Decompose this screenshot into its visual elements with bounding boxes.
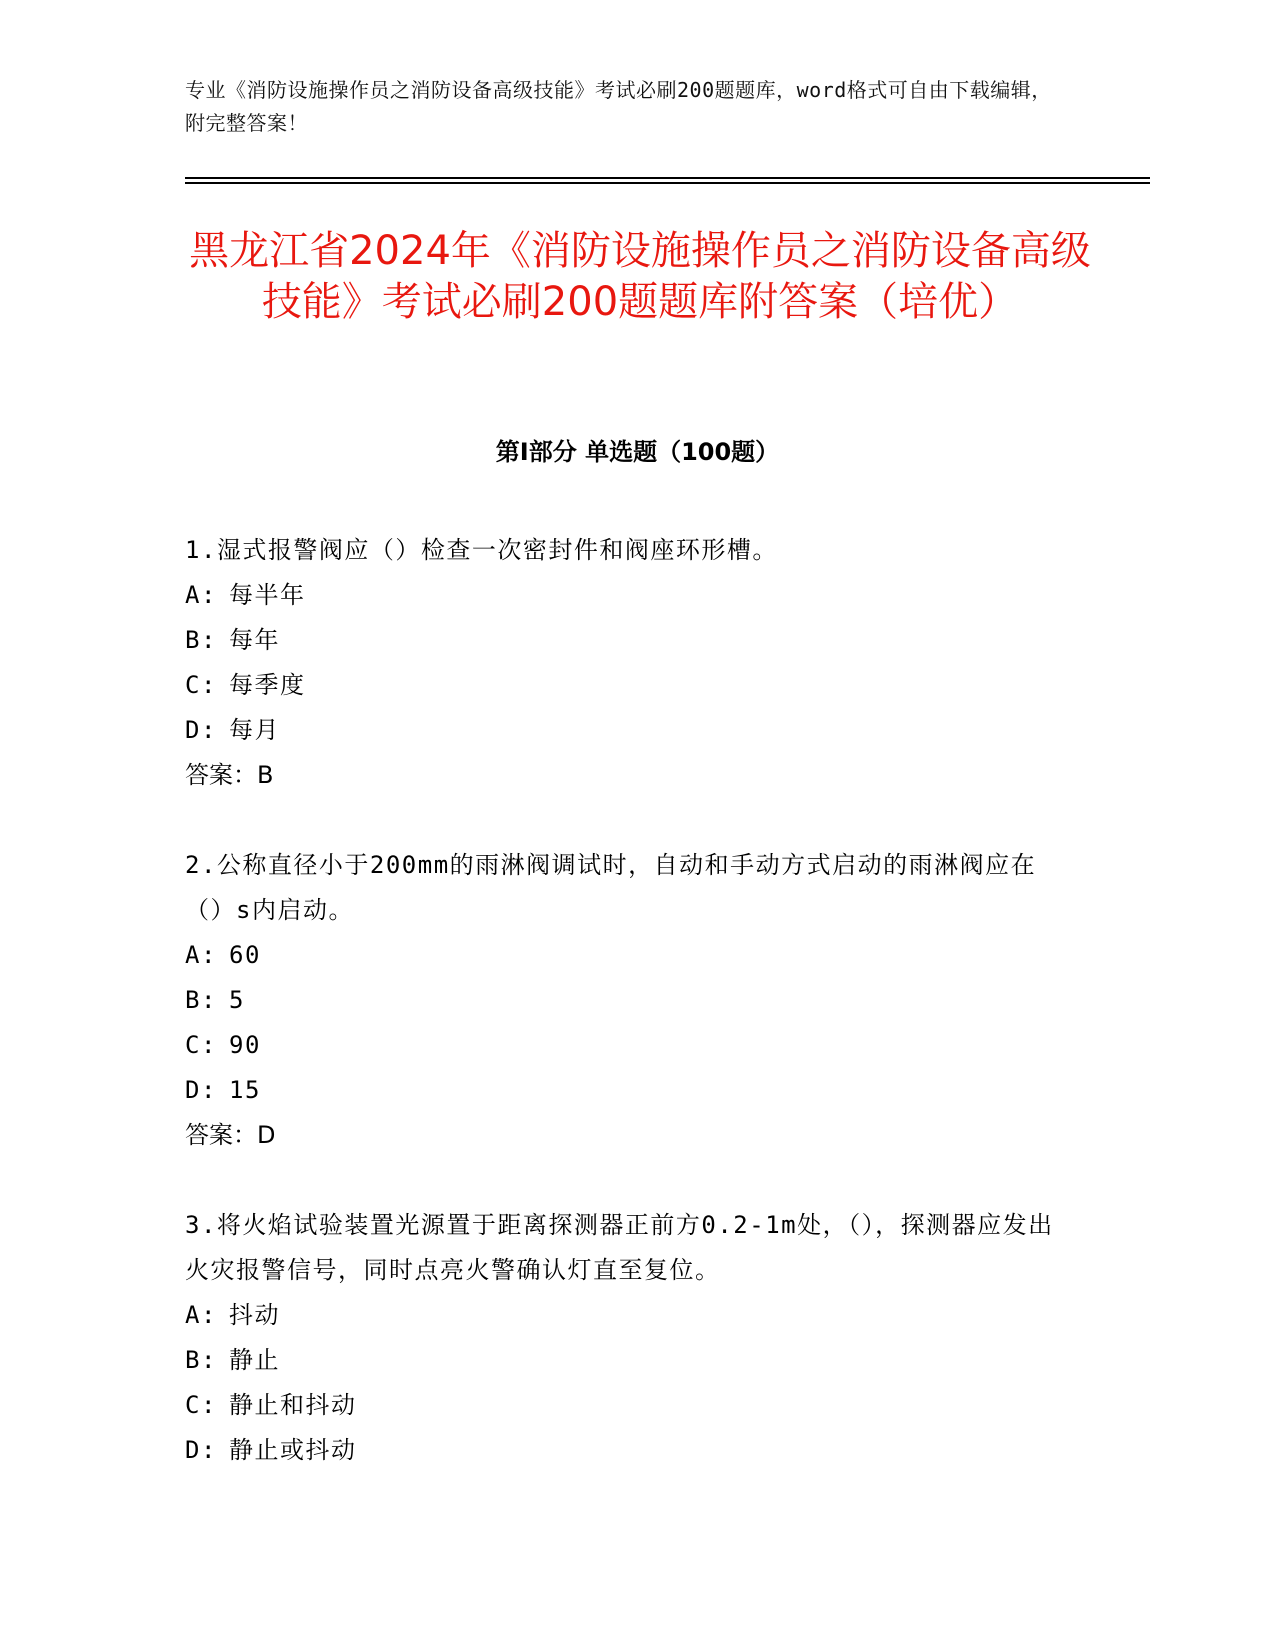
question-spacer [185, 1158, 1065, 1203]
option-c [185, 663, 1065, 708]
header-rule-bottom [185, 182, 1150, 184]
option-text: 60 [229, 941, 261, 969]
document-title: 黑龙江省2024年《消防设施操作员之消防设备高级技能》考试必刷200题题库附答案（培优） [189, 228, 1091, 325]
header-rule-top [185, 177, 1150, 179]
option-a [185, 573, 1065, 618]
option-key: D: [185, 716, 217, 744]
option-d [185, 1428, 1065, 1473]
option-key: B: [185, 986, 217, 1014]
option-text: 每季度 [229, 671, 306, 699]
option-a [185, 1293, 1065, 1338]
option-b [185, 618, 1065, 663]
question-2 [185, 843, 1065, 1158]
option-text: 每半年 [229, 581, 306, 609]
option-key: D: [185, 1076, 217, 1104]
question-3 [185, 1203, 1065, 1473]
answer-line: 答案：B [185, 761, 274, 789]
option-key: C: [185, 671, 217, 699]
option-text: 每年 [229, 626, 280, 654]
option-key: C: [185, 1031, 217, 1059]
option-b [185, 978, 1065, 1023]
option-b [185, 1338, 1065, 1383]
answer-line: 答案：D [185, 1121, 276, 1149]
option-c [185, 1023, 1065, 1068]
option-text: 抖动 [229, 1301, 280, 1329]
option-key: A: [185, 941, 217, 969]
option-key: A: [185, 1301, 217, 1329]
question-stem: 3.将火焰试验装置光源置于距离探测器正前方0.2-1m处，（），探测器应发出火灾报警信号，同时点亮火警确认灯直至复位。 [185, 1211, 1054, 1284]
option-key: A: [185, 581, 217, 609]
option-text: 5 [229, 986, 245, 1014]
option-text: 15 [229, 1076, 261, 1104]
question-list [185, 528, 1065, 1473]
section-title: 第I部分 单选题（100题） [495, 438, 780, 466]
option-key: B: [185, 1346, 217, 1374]
option-text: 每月 [229, 716, 280, 744]
option-text: 静止或抖动 [229, 1436, 357, 1464]
option-text: 90 [229, 1031, 261, 1059]
option-d [185, 1068, 1065, 1113]
question-spacer [185, 798, 1065, 843]
option-text: 静止和抖动 [229, 1391, 357, 1419]
option-key: B: [185, 626, 217, 654]
question-stem: 1.湿式报警阀应（）检查一次密封件和阀座环形槽。 [185, 536, 778, 564]
option-key: C: [185, 1391, 217, 1419]
question-1 [185, 528, 1065, 798]
header-note: 专业《消防设施操作员之消防设备高级技能》考试必刷200题题库，word格式可自由下载编辑，附完整答案！ [185, 78, 1052, 135]
option-a [185, 933, 1065, 978]
option-d [185, 708, 1065, 753]
question-stem: 2.公称直径小于200mm的雨淋阀调试时，自动和手动方式启动的雨淋阀应在（）s内启动。 [185, 851, 1037, 924]
option-key: D: [185, 1436, 217, 1464]
option-text: 静止 [229, 1346, 280, 1374]
option-c [185, 1383, 1065, 1428]
